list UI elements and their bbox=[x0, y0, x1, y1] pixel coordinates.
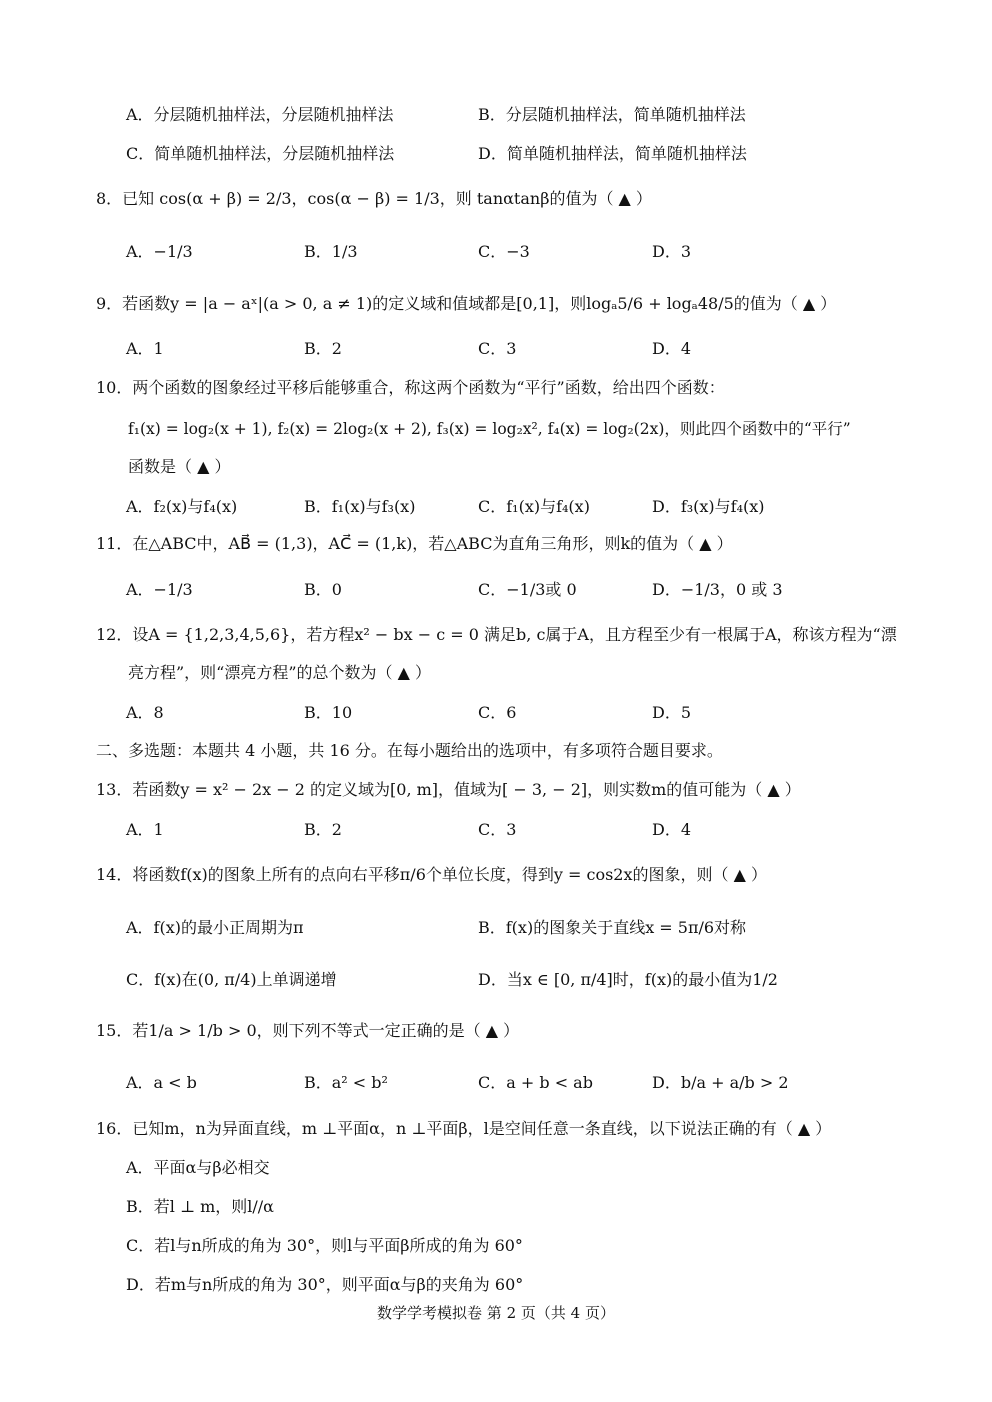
q15-option-d: D．b/a + a/b > 2 bbox=[652, 1073, 789, 1092]
q8-option-d: D．3 bbox=[652, 242, 692, 261]
q12-option-b: B．10 bbox=[304, 703, 353, 722]
q7-option-d: D．简单随机抽样法，简单随机抽样法 bbox=[478, 144, 747, 163]
q13-option-d: D．4 bbox=[652, 820, 692, 839]
q13-option-a: A．1 bbox=[126, 820, 164, 839]
q9-option-c: C．3 bbox=[478, 339, 517, 358]
q8-option-c: C．−3 bbox=[478, 242, 530, 261]
page-footer: 数学学考模拟卷 第 2 页（共 4 页） bbox=[377, 1304, 615, 1322]
q10-option-b: B．f₁(x)与f₃(x) bbox=[304, 497, 416, 516]
q13-option-b: B．2 bbox=[304, 820, 342, 839]
q7-option-a: A．分层随机抽样法，分层随机抽样法 bbox=[126, 105, 394, 124]
q16-option-d: D．若m与n所成的角为 30°，则平面α与β的夹角为 60° bbox=[126, 1275, 524, 1294]
q15-option-a: A．a < b bbox=[126, 1073, 197, 1092]
q16-option-c: C．若l与n所成的角为 30°，则l与平面β所成的角为 60° bbox=[126, 1236, 523, 1255]
q16-stem: 16．已知m，n为异面直线，m ⊥平面α，n ⊥平面β，l是空间任意一条直线，以下说法正确的有（ ▲ ） bbox=[96, 1119, 832, 1138]
q11-option-d: D．−1/3，0 或 3 bbox=[652, 580, 783, 599]
q16-option-a: A．平面α与β必相交 bbox=[126, 1158, 270, 1177]
q14-option-b: B．f(x)的图象关于直线x = 5π/6对称 bbox=[478, 918, 747, 937]
q9-option-a: A．1 bbox=[126, 339, 164, 358]
q9-option-b: B．2 bbox=[304, 339, 342, 358]
q11-option-a: A．−1/3 bbox=[126, 580, 193, 599]
q10-option-a: A．f₂(x)与f₄(x) bbox=[126, 497, 238, 516]
q16-option-b: B．若l ⊥ m，则l//α bbox=[126, 1197, 274, 1216]
q12-option-d: D．5 bbox=[652, 703, 692, 722]
q11-option-c: C．−1/3或 0 bbox=[478, 580, 577, 599]
q13-option-c: C．3 bbox=[478, 820, 517, 839]
q14-stem: 14．将函数f(x)的图象上所有的点向右平移π/6个单位长度，得到y = cos2x的图象，则（ ▲ ） bbox=[96, 865, 767, 884]
q15-option-c: C．a + b < ab bbox=[478, 1073, 593, 1092]
q11-option-b: B．0 bbox=[304, 580, 342, 599]
q14-option-a: A．f(x)的最小正周期为π bbox=[126, 918, 304, 937]
q12-stem-end: 亮方程”，则“漂亮方程”的总个数为（ ▲ ） bbox=[128, 663, 432, 682]
q8-option-a: A．−1/3 bbox=[126, 242, 193, 261]
q9-option-d: D．4 bbox=[652, 339, 692, 358]
q8-option-b: B．1/3 bbox=[304, 242, 358, 261]
q10-stem-end: 函数是（ ▲ ） bbox=[128, 457, 231, 476]
q12-option-c: C．6 bbox=[478, 703, 517, 722]
q10-option-d: D．f₃(x)与f₄(x) bbox=[652, 497, 765, 516]
q12-option-a: A．8 bbox=[126, 703, 164, 722]
q9-stem: 9．若函数y = |a − aˣ|(a > 0, a ≠ 1)的定义域和值域都是[0,1]，则logₐ5/6 + logₐ48/5的值为（ ▲ ） bbox=[96, 294, 837, 313]
q7-option-c: C．简单随机抽样法，分层随机抽样法 bbox=[126, 144, 395, 163]
section-heading: 二、多选题：本题共 4 小题，共 16 分。在每小题给出的选项中，有多项符合题目要求。 bbox=[96, 741, 723, 760]
q11-stem: 11．在△ABC中，AB⃗ = (1,3)，AC⃗ = (1,k)，若△ABC为直角三角形，则k的值为（ ▲ ） bbox=[96, 534, 733, 553]
q7-option-b: B．分层随机抽样法，简单随机抽样法 bbox=[478, 105, 746, 124]
q14-option-c: C．f(x)在(0, π/4)上单调递增 bbox=[126, 970, 337, 989]
q14-option-d: D．当x ∈ [0, π/4]时，f(x)的最小值为1/2 bbox=[478, 970, 778, 989]
q10-functions-line: f₁(x) = log₂(x + 1), f₂(x) = 2log₂(x + 2), f₃(x) = log₂x², f₄(x) = log₂(2x)，则此四个函数中的“平行” bbox=[128, 420, 851, 438]
q10-stem: 10．两个函数的图象经过平移后能够重合，称这两个函数为“平行”函数，给出四个函数： bbox=[96, 378, 725, 397]
q8-stem: 8．已知 cos(α + β) = 2/3，cos(α − β) = 1/3，则 tanαtanβ的值为（ ▲ ） bbox=[96, 189, 652, 208]
q13-stem: 13．若函数y = x² − 2x − 2 的定义域为[0, m]，值域为[ − 3, − 2]，则实数m的值可能为（ ▲ ） bbox=[96, 780, 801, 799]
q15-option-b: B．a² < b² bbox=[304, 1073, 388, 1092]
q10-option-c: C．f₁(x)与f₄(x) bbox=[478, 497, 590, 516]
q12-stem: 12．设A = {1,2,3,4,5,6}，若方程x² − bx − c = 0 满足b, c属于A，且方程至少有一根属于A，称该方程为“漂 bbox=[96, 625, 897, 644]
q15-stem: 15．若1/a > 1/b > 0，则下列不等式一定正确的是（ ▲ ） bbox=[96, 1021, 520, 1040]
